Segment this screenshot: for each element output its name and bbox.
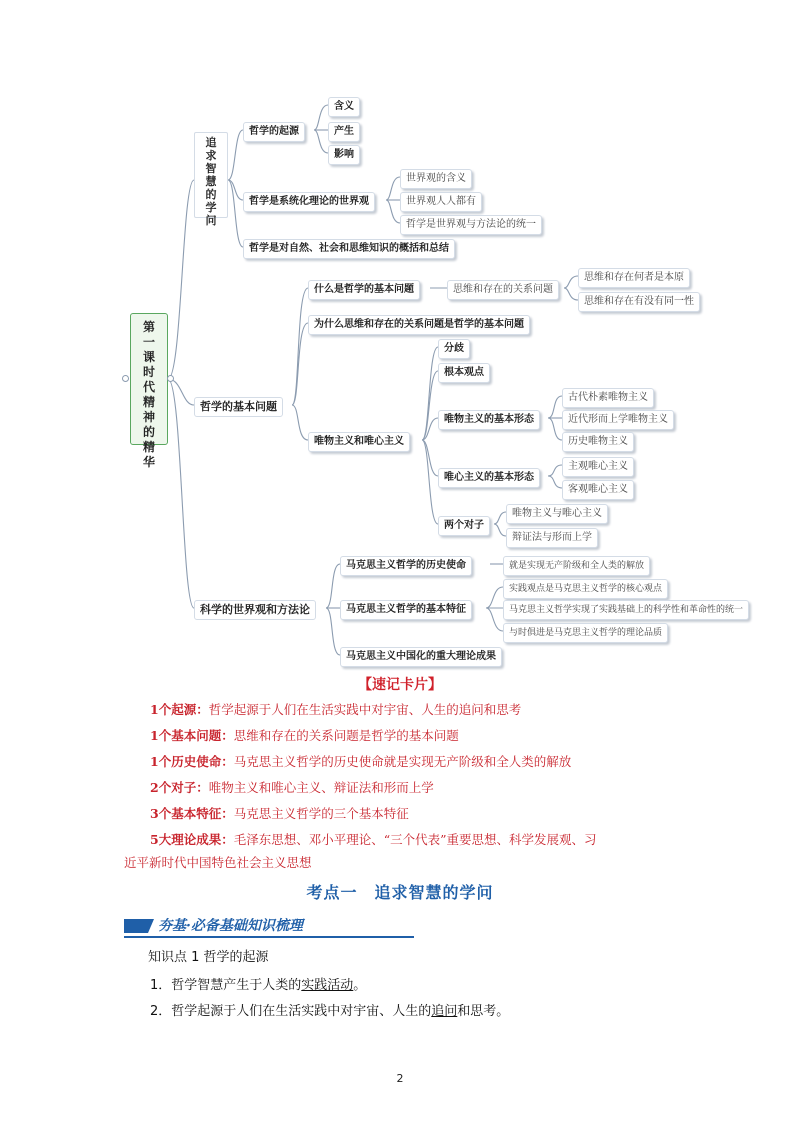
materialism-form-node: 古代朴素唯物主义 [562, 388, 654, 408]
branch-3-node: 科学的世界观和方法论 [194, 600, 316, 620]
worldview-child-node: 哲学是世界观与方法论的统一 [400, 215, 542, 235]
branch-1-node: 追求智慧的学问 [194, 132, 228, 218]
materialism-form-node: 历史唯物主义 [562, 432, 634, 452]
achievements-node: 马克思主义中国化的重大理论成果 [340, 647, 502, 667]
origin-child-node: 产生 [328, 122, 360, 142]
mission-child-node: 就是实现无产阶级和全人类的解放 [503, 556, 650, 576]
worldview-node: 哲学是系统化理论的世界观 [243, 192, 375, 212]
origin-child-node: 含义 [328, 97, 360, 117]
worldview-child-node: 世界观的含义 [400, 169, 472, 189]
mission-node: 马克思主义哲学的历史使命 [340, 556, 472, 576]
mind-map-root: 第一课时代精神的精华 [130, 313, 168, 445]
collapse-knob [167, 375, 174, 382]
materialism-forms-node: 唯物主义的基本形态 [438, 410, 540, 430]
knowledge-point-title: 知识点 1 哲学的起源 [148, 950, 269, 965]
section-banner [124, 914, 414, 940]
pair-node: 辩证法与形而上学 [506, 528, 598, 548]
banner-underline [124, 936, 414, 938]
relation-child-node: 思维和存在何者是本原 [578, 268, 690, 288]
summary-node: 哲学是对自然、社会和思维知识的概括和总结 [243, 239, 455, 259]
card-title: 【速记卡片】 [358, 677, 442, 693]
paragraph-2: 2．哲学起源于人们在生活实践中对宇宙、人生的追问和思考。 [150, 1004, 510, 1019]
pair-node: 唯物主义与唯心主义 [506, 504, 608, 524]
branch-2-node: 哲学的基本问题 [194, 397, 283, 417]
card-line: 3个基本特征：马克思主义哲学的三个基本特征 [150, 806, 409, 821]
feature-node: 与时俱进是马克思主义哲学的理论品质 [503, 623, 668, 643]
basic-question-node: 什么是哲学的基本问题 [308, 280, 420, 300]
features-node: 马克思主义哲学的基本特征 [340, 600, 472, 620]
card-line: 1个历史使命：马克思主义哲学的历史使命就是实现无产阶级和全人类的解放 [150, 754, 572, 769]
divergence-node: 分歧 [438, 339, 470, 359]
idealism-form-node: 主观唯心主义 [562, 457, 634, 477]
materialism-idealism-node: 唯物主义和唯心主义 [308, 432, 410, 452]
relation-node: 思维和存在的关系问题 [447, 280, 559, 300]
relation-child-node: 思维和存在有没有同一性 [578, 292, 700, 312]
card-line: 5大理论成果：毛泽东思想、邓小平理论、“三个代表”重要思想、科学发展观、习 [150, 832, 597, 847]
basic-view-node: 根本观点 [438, 363, 490, 383]
card-line-continuation: 近平新时代中国特色社会主义思想 [124, 855, 312, 870]
materialism-form-node: 近代形而上学唯物主义 [562, 410, 674, 430]
worldview-child-node: 世界观人人都有 [400, 192, 482, 212]
feature-node: 实践观点是马克思主义哲学的核心观点 [503, 579, 668, 599]
origin-child-node: 影响 [328, 145, 360, 165]
section-title: 考点一 追求智慧的学问 [306, 883, 494, 902]
collapse-knob [122, 375, 129, 382]
card-line: 2个对子：唯物主义和唯心主义、辩证法和形而上学 [150, 780, 434, 795]
origin-node: 哲学的起源 [243, 122, 305, 142]
feature-node: 马克思主义哲学实现了实践基础上的科学性和革命性的统一 [503, 600, 749, 620]
banner-tab-shape [124, 919, 154, 933]
idealism-form-node: 客观唯心主义 [562, 480, 634, 500]
card-line: 1个基本问题：思维和存在的关系问题是哲学的基本问题 [150, 728, 459, 743]
why-node: 为什么思维和存在的关系问题是哲学的基本问题 [308, 315, 530, 335]
banner-text: 夯基·必备基础知识梳理 [158, 918, 303, 934]
idealism-forms-node: 唯心主义的基本形态 [438, 468, 540, 488]
card-line: 1个起源：哲学起源于人们在生活实践中对宇宙、人生的追问和思考 [150, 702, 522, 717]
paragraph-1: 1．哲学智慧产生于人类的实践活动。 [150, 978, 367, 993]
pairs-node: 两个对子 [438, 516, 490, 536]
page-number: 2 [396, 1072, 404, 1085]
